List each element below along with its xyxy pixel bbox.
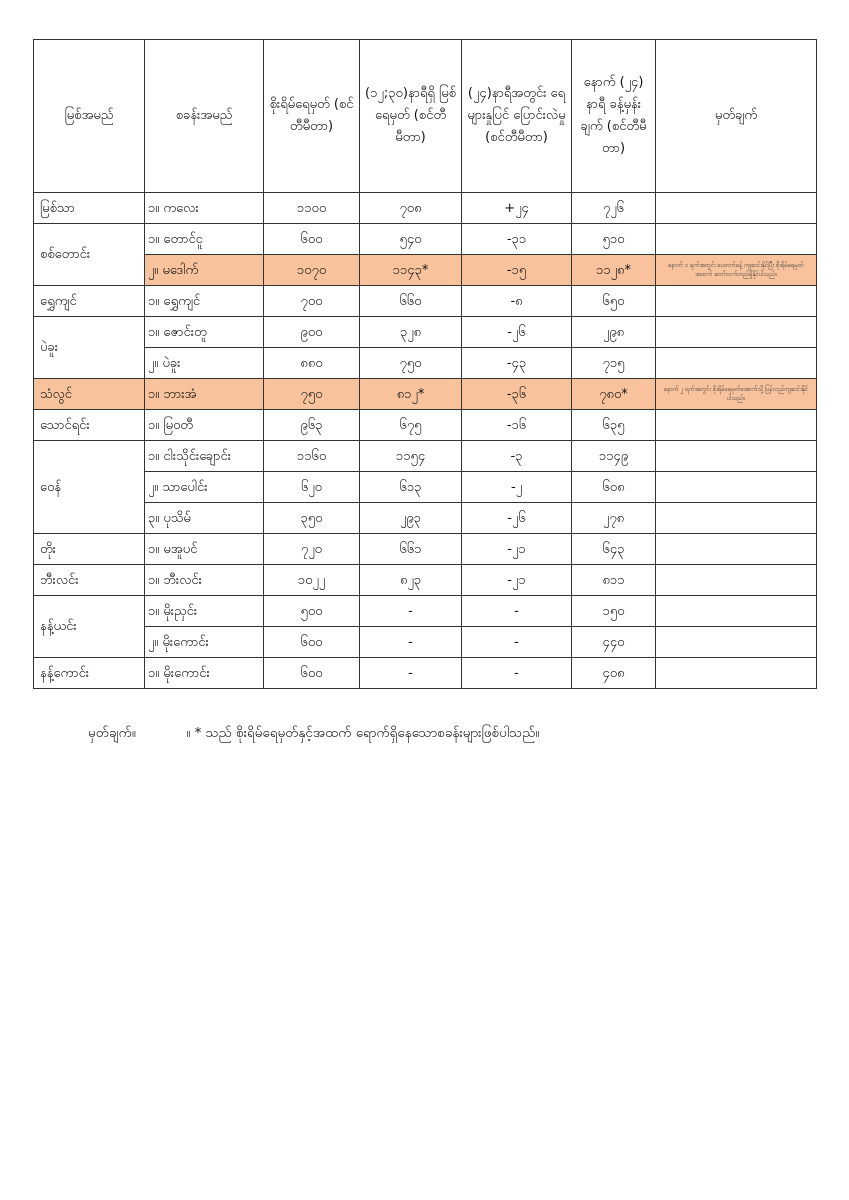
level-change: -၃ — [462, 441, 572, 472]
current-level: ၆၆၁ — [360, 534, 462, 565]
current-level: ၈၁၂* — [360, 379, 462, 410]
level-change: -၄၃ — [462, 348, 572, 379]
level-change: -၃၁ — [462, 224, 572, 255]
station-name: ၂။ သာပေါင်း — [145, 472, 264, 503]
current-level: ၁၁၅၄ — [360, 441, 462, 472]
header-station: စခန်းအမည် — [145, 40, 264, 193]
current-level: ၅၄၀ — [360, 224, 462, 255]
river-name: မြစ်သာ — [34, 193, 145, 224]
river-name: သောင်ရင်း — [34, 410, 145, 441]
danger-level: ၈၈၀ — [264, 348, 360, 379]
station-name: ၁။ မအူပင် — [145, 534, 264, 565]
station-name: ၁။ မြဝတီ — [145, 410, 264, 441]
table-row — [34, 472, 817, 503]
danger-level: ၆၂၀ — [264, 472, 360, 503]
table-row — [34, 286, 817, 317]
current-level: ၆၆၀ — [360, 286, 462, 317]
danger-level: ၆၀၀ — [264, 224, 360, 255]
remark — [656, 193, 817, 224]
current-level: ၁၁၄၃* — [360, 255, 462, 286]
station-name: ၁။ ငါးသိုင်းချောင်း — [145, 441, 264, 472]
remark — [656, 286, 817, 317]
danger-level: ၁၀၂၂ — [264, 565, 360, 596]
station-name: ၃။ ပုသိမ် — [145, 503, 264, 534]
forecast-level: ၁၁၂၈* — [572, 255, 656, 286]
forecast-level: ၆၃၅ — [572, 410, 656, 441]
river-name: စစ်တောင်း — [34, 224, 145, 286]
danger-level: ၁၀၇၀ — [264, 255, 360, 286]
remark — [656, 503, 817, 534]
danger-level: ၇၅၀ — [264, 379, 360, 410]
danger-level: ၆၀၀ — [264, 658, 360, 689]
current-level: ၇၀၈ — [360, 193, 462, 224]
table-row — [34, 441, 817, 472]
table-row — [34, 348, 817, 379]
remark — [656, 441, 817, 472]
current-level: ၈၂၃ — [360, 565, 462, 596]
current-level: ၇၅၀ — [360, 348, 462, 379]
header-remark: မှတ်ချက် — [656, 40, 817, 193]
danger-level: ၃၅၀ — [264, 503, 360, 534]
remark — [656, 627, 817, 658]
remark — [656, 596, 817, 627]
level-change: -၂၁ — [462, 534, 572, 565]
forecast-level: ၆၄၃ — [572, 534, 656, 565]
footnote-text: ။ * သည် စိုးရိမ်ရေမှတ်နှင့်အထက် ရောက်ရှိနေသောစခန်းများဖြစ်ပါသည်။ — [186, 725, 540, 741]
forecast-level: ၈၁၁ — [572, 565, 656, 596]
level-change: -၁၆ — [462, 410, 572, 441]
station-name: ၁။ ကလေး — [145, 193, 264, 224]
station-name: ၁။ ဘားအံ — [145, 379, 264, 410]
danger-level: ၉၆၃ — [264, 410, 360, 441]
remark: နောက် ၂ ရက်အတွင်း စိုးရိမ်ရေမှတ်အောက်သို့ ပြန်လည်ကျဆင်းနိုင်ပါသည်။ — [656, 379, 817, 410]
station-name: ၁။ မိုးညှင်း — [145, 596, 264, 627]
forecast-level: ၇၂၆ — [572, 193, 656, 224]
current-level: - — [360, 658, 462, 689]
danger-level: ၇၀၀ — [264, 286, 360, 317]
danger-level: ၁၁၆၀ — [264, 441, 360, 472]
table-row — [34, 317, 817, 348]
danger-level: ၅၀၀ — [264, 596, 360, 627]
danger-level: ၇၂၀ — [264, 534, 360, 565]
station-name: ၁။ မိုးကောင်း — [145, 658, 264, 689]
danger-level: ၁၁၀၀ — [264, 193, 360, 224]
level-change: -၂၁ — [462, 565, 572, 596]
table-row — [34, 503, 817, 534]
table-row — [34, 565, 817, 596]
station-name: ၂။ မဒေါက် — [145, 255, 264, 286]
header-forecast: နောက် (၂၄) နာရီ ခန့်မှန်းချက် (စင်တီမီ တာ) — [572, 40, 656, 193]
header-24h-change: (၂၄)နာရီအတွင်း ရေများနှုပြင် ပြောင်းလဲမှု (စင်တီမီတာ) — [462, 40, 572, 193]
remark — [656, 348, 817, 379]
table-row — [34, 410, 817, 441]
forecast-level: ၂၉၈ — [572, 317, 656, 348]
river-name: နန့်ကောင်း — [34, 658, 145, 689]
forecast-level: ၆၅၀ — [572, 286, 656, 317]
level-change: - — [462, 658, 572, 689]
remark: နောက် ၁ ရက်အတွင်း ပေတက်ခန့် ကျဆင်းနိုင်ပြီး စိုးရိမ်ရေမှတ်အထက် ဆက်လက်တည်ရှိနိုင်ပါသည်။ — [656, 255, 817, 286]
river-level-table — [33, 39, 817, 689]
river-name: သံလွင် — [34, 379, 145, 410]
current-level: - — [360, 627, 462, 658]
remark — [656, 317, 817, 348]
river-name: ရွှေကျင် — [34, 286, 145, 317]
station-name: ၁။ တောင်ငူ — [145, 224, 264, 255]
current-level: - — [360, 596, 462, 627]
level-change: -၂၆ — [462, 503, 572, 534]
forecast-level: ၁၅၀ — [572, 596, 656, 627]
danger-level: ၆၀၀ — [264, 627, 360, 658]
remark — [656, 658, 817, 689]
level-change: -၁၅ — [462, 255, 572, 286]
table-row — [34, 658, 817, 689]
level-change: - — [462, 596, 572, 627]
current-level: ၃၂၈ — [360, 317, 462, 348]
current-level: ၆၁၃ — [360, 472, 462, 503]
table-row — [34, 224, 817, 255]
level-change: - — [462, 627, 572, 658]
level-change: -၃၆ — [462, 379, 572, 410]
forecast-level: ၆၀၈ — [572, 472, 656, 503]
river-name: တိုး — [34, 534, 145, 565]
forecast-level: ၇၈၀* — [572, 379, 656, 410]
remark — [656, 565, 817, 596]
current-level: ၆၇၅ — [360, 410, 462, 441]
danger-level: ၉၀၀ — [264, 317, 360, 348]
level-change: -၂ — [462, 472, 572, 503]
station-name: ၂။ ပဲခူး — [145, 348, 264, 379]
level-change: -၈ — [462, 286, 572, 317]
station-name: ၂။ မိုးကောင်း — [145, 627, 264, 658]
table-row — [34, 534, 817, 565]
remark — [656, 410, 817, 441]
header-danger-level: စိုးရိမ်ရေမှတ် (စင်တီမီတာ) — [264, 40, 360, 193]
header-row — [34, 40, 817, 193]
remark — [656, 224, 817, 255]
forecast-level: ၅၁၀ — [572, 224, 656, 255]
footnote — [88, 724, 539, 744]
station-name: ၁။ ဇောင်းတူ — [145, 317, 264, 348]
forecast-level: ၄၄၀ — [572, 627, 656, 658]
forecast-level: ၄၀၈ — [572, 658, 656, 689]
level-change: -၂၆ — [462, 317, 572, 348]
river-name: ဘီးလင်း — [34, 565, 145, 596]
table-row — [34, 596, 817, 627]
remark — [656, 472, 817, 503]
current-level: ၂၉၃ — [360, 503, 462, 534]
remark — [656, 534, 817, 565]
table-row-highlighted — [34, 255, 817, 286]
table-row-highlighted — [34, 379, 817, 410]
forecast-level: ၇၁၅ — [572, 348, 656, 379]
river-name: ဝေန် — [34, 441, 145, 534]
header-current-level: (၁၂;၃၀)နာရီရှိ မြစ်ရေမှတ် (စင်တီမီတာ) — [360, 40, 462, 193]
forecast-level: ၂၇၈ — [572, 503, 656, 534]
header-river: မြစ်အမည် — [34, 40, 145, 193]
forecast-level: ၁၁၄၉ — [572, 441, 656, 472]
footnote-label: မှတ်ချက်။ — [88, 725, 136, 741]
level-change: +၂၄ — [462, 193, 572, 224]
table-row — [34, 193, 817, 224]
table-row — [34, 627, 817, 658]
station-name: ၁။ ရွှေကျင် — [145, 286, 264, 317]
river-name: နန့်ယင်း — [34, 596, 145, 658]
station-name: ၁။ ဘီးလင်း — [145, 565, 264, 596]
river-name: ပဲခူး — [34, 317, 145, 379]
